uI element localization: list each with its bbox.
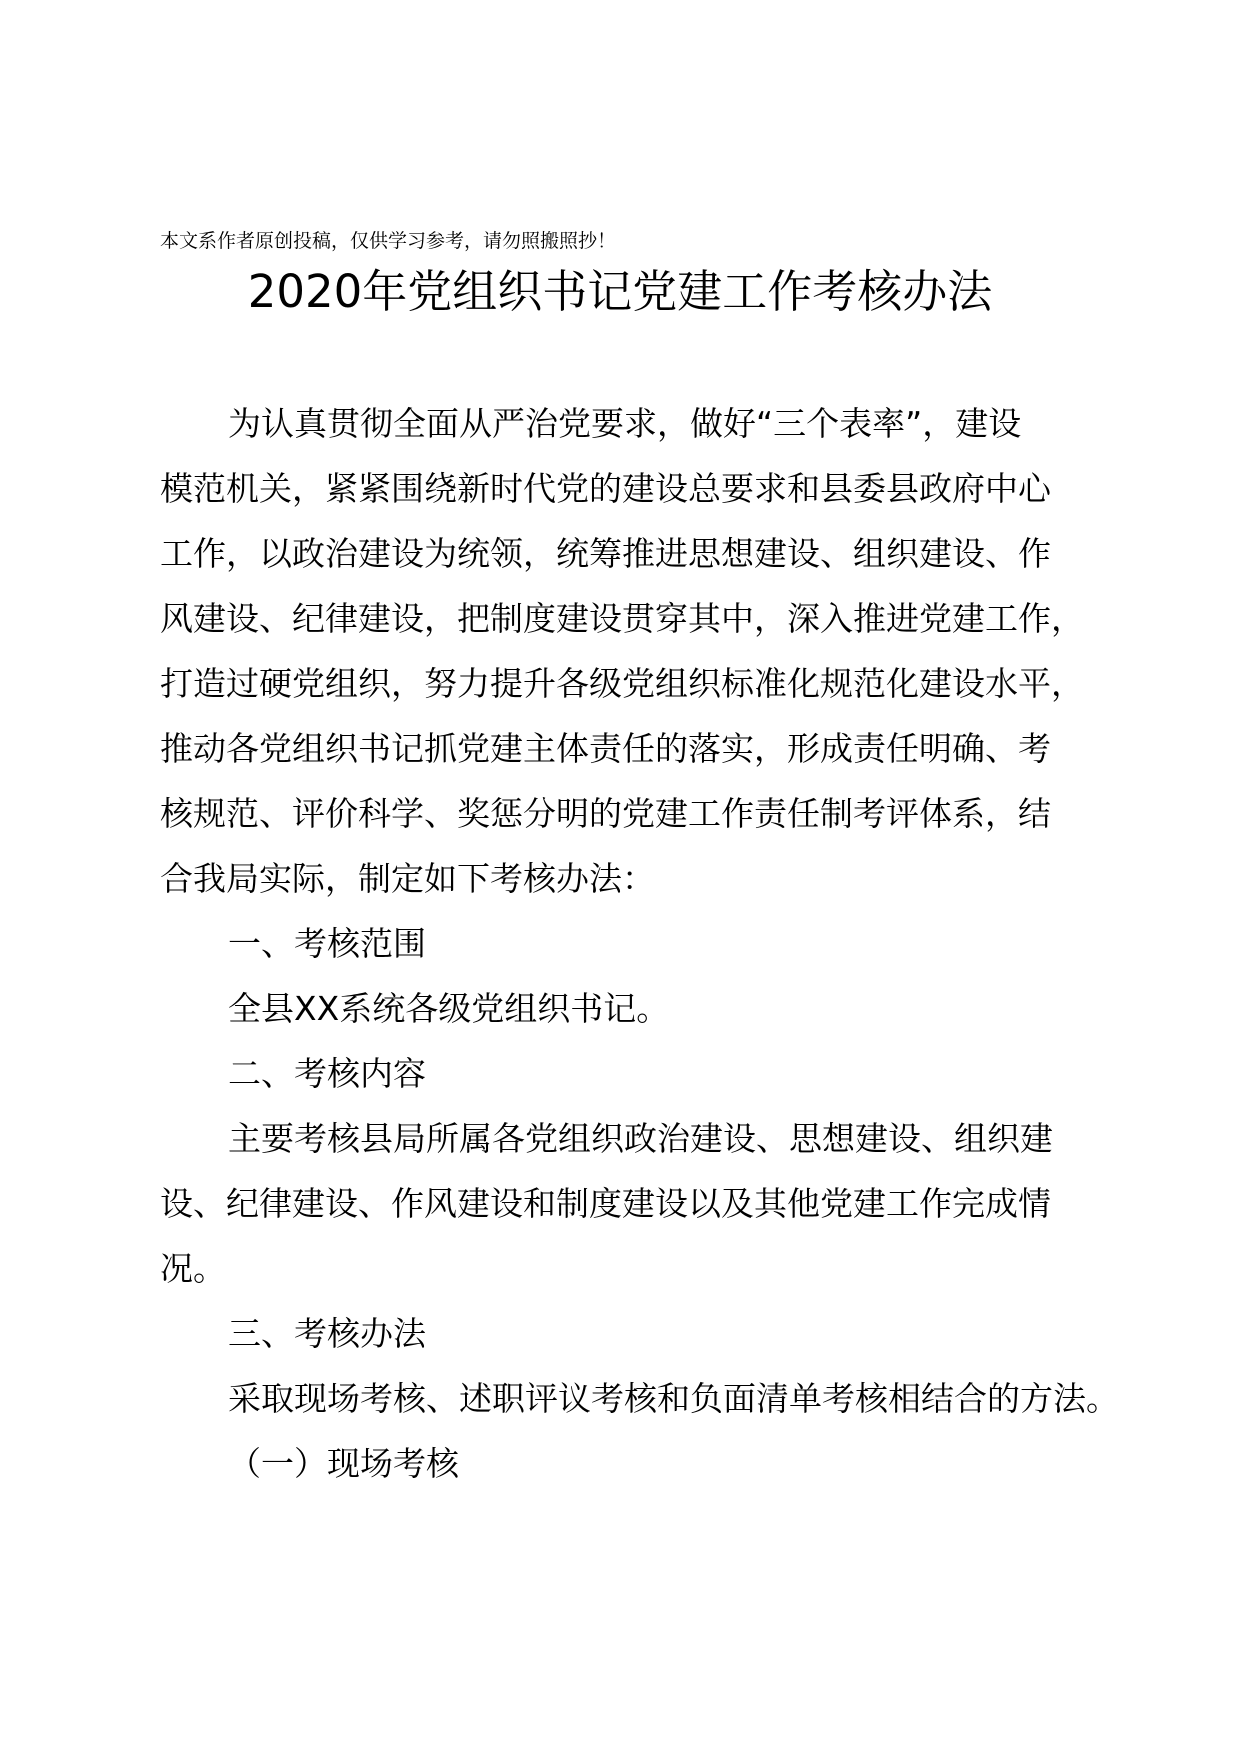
text-line: 打造过硬党组织，努力提升各级党组织标准化规范化建设水平， [160, 664, 1084, 703]
text-line: 推动各党组织书记抓党建主体责任的落实，形成责任明确、考 [160, 729, 1051, 768]
text-line: 风建设、纪律建设，把制度建设贯穿其中，深入推进党建工作， [160, 599, 1084, 638]
text-line: 合我局实际，制定如下考核办法： [160, 859, 655, 898]
text-line: 二、考核内容 [228, 1054, 426, 1093]
text-line: 主要考核县局所属各党组织政治建设、思想建设、组织建 [228, 1119, 1053, 1158]
text-line: 工作，以政治建设为统领，统筹推进思想建设、组织建设、作 [160, 534, 1051, 573]
text-line: 况。 [160, 1249, 226, 1288]
text-line: 全县XX系统各级党组织书记。 [228, 989, 670, 1028]
text-line: 模范机关，紧紧围绕新时代党的建设总要求和县委县政府中心 [160, 469, 1051, 508]
text-line: 三、考核办法 [228, 1314, 426, 1353]
text-line: （一）现场考核 [228, 1444, 459, 1483]
document-title: 2020年党组织书记党建工作考核办法 [247, 265, 993, 318]
text-line: 核规范、评价科学、奖惩分明的党建工作责任制考评体系，结 [160, 794, 1051, 833]
copyright-notice: 本文系作者原创投稿，仅供学习参考，请勿照搬照抄！ [160, 230, 617, 252]
text-line: 一、考核范围 [228, 924, 426, 963]
text-line: 为认真贯彻全面从严治党要求，做好“三个表率”，建设 [228, 404, 1022, 443]
text-line: 采取现场考核、述职评议考核和负面清单考核相结合的方法。 [228, 1379, 1119, 1418]
text-line: 设、纪律建设、作风建设和制度建设以及其他党建工作完成情 [160, 1184, 1051, 1223]
document-body [160, 398, 1120, 1503]
